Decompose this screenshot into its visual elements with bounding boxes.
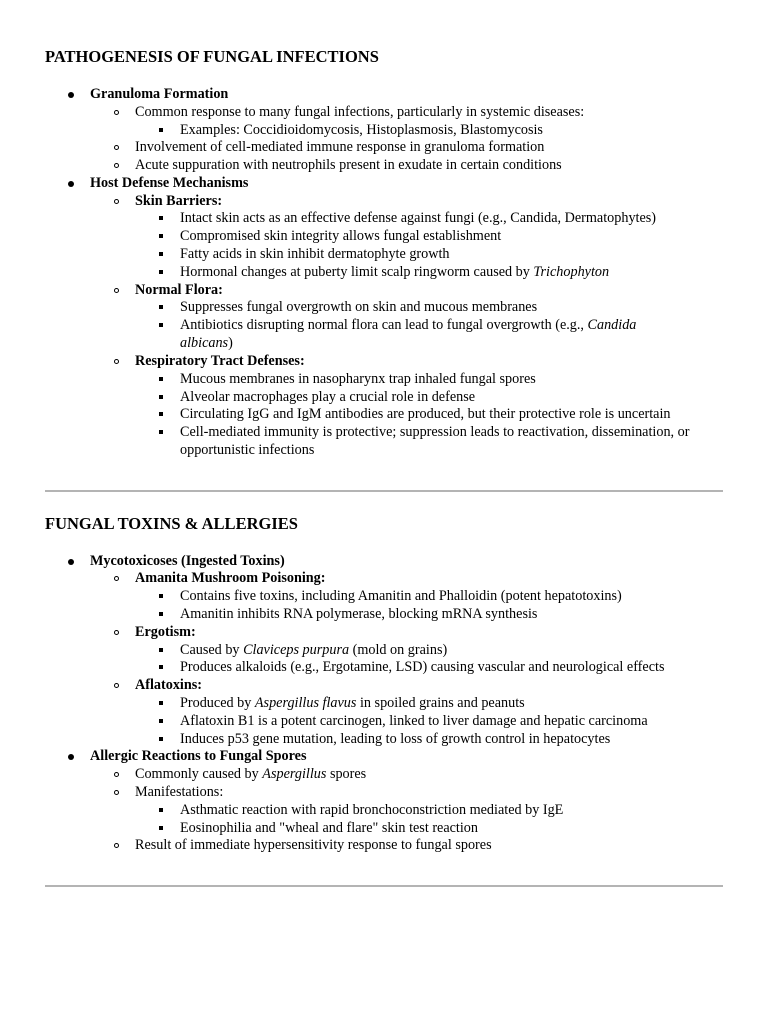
item-text: spores bbox=[326, 766, 367, 782]
bullet-level-1 bbox=[68, 754, 74, 760]
item-text: Caused by bbox=[180, 642, 244, 658]
list-item-level-3 bbox=[180, 605, 537, 623]
item-label: Allergic Reactions to Fungal Spores bbox=[90, 748, 307, 764]
list-item-level-3 bbox=[180, 819, 478, 837]
item-text: Examples: Coccidioidomycosis, Histoplasmosis, Blastomycosis bbox=[180, 122, 543, 138]
item-text: Hormonal changes at puberty limit scalp ringworm caused by bbox=[180, 264, 534, 280]
item-text: (mold on grains) bbox=[349, 642, 448, 658]
item-text: Asthmatic reaction with rapid bronchoconstriction mediated by IgE bbox=[180, 802, 564, 818]
section-divider-bottom bbox=[45, 885, 723, 887]
bullet-level-1 bbox=[68, 181, 74, 187]
item-text: ) bbox=[228, 335, 233, 351]
list-item-level-3 bbox=[180, 712, 648, 730]
list-item-level-3 bbox=[180, 658, 664, 676]
bullet-level-3 bbox=[159, 826, 163, 830]
list-item-level-2 bbox=[135, 569, 326, 587]
list-item-level-3 bbox=[180, 370, 536, 388]
bullet-level-3 bbox=[159, 395, 163, 399]
list-item-level-2 bbox=[135, 783, 223, 801]
item-label: Normal Flora: bbox=[135, 282, 223, 298]
item-text: Amanitin inhibits RNA polymerase, blocking mRNA synthesis bbox=[180, 606, 538, 622]
bullet-level-3 bbox=[159, 594, 163, 598]
bullet-level-2 bbox=[114, 576, 119, 581]
bullet-level-2 bbox=[114, 843, 119, 848]
list-item-level-3 bbox=[180, 587, 622, 605]
bullet-level-3 bbox=[159, 305, 163, 309]
list-item-level-2 bbox=[135, 352, 305, 370]
bullet-level-3 bbox=[159, 234, 163, 238]
bullet-level-3 bbox=[159, 216, 163, 220]
list-item-level-2 bbox=[135, 103, 584, 121]
italic-term: Claviceps purpura bbox=[243, 642, 350, 658]
item-text: Commonly caused by bbox=[135, 766, 263, 782]
bullet-level-3 bbox=[159, 270, 163, 274]
list-item-level-3 bbox=[180, 801, 563, 819]
item-text: Suppresses fungal overgrowth on skin and mucous membranes bbox=[180, 299, 538, 315]
section-heading-pathogenesis: PATHOGENESIS OF FUNGAL INFECTIONS bbox=[45, 47, 379, 66]
item-text: Compromised skin integrity allows fungal establishment bbox=[180, 228, 502, 244]
item-label: Host Defense Mechanisms bbox=[90, 175, 249, 191]
list-item-level-2 bbox=[135, 623, 196, 641]
list-item-level-2 bbox=[135, 156, 562, 174]
bullet-level-3 bbox=[159, 665, 163, 669]
bullet-level-3 bbox=[159, 412, 163, 416]
item-text: Eosinophilia and "wheal and flare" skin test reaction bbox=[180, 820, 478, 836]
italic-term: Trichophyton bbox=[533, 264, 610, 280]
item-text: Manifestations: bbox=[135, 784, 224, 800]
item-text: Produced by bbox=[180, 695, 255, 711]
bullet-level-2 bbox=[114, 790, 119, 795]
bullet-level-3 bbox=[159, 719, 163, 723]
item-text: Common response to many fungal infections, particularly in systemic diseases: bbox=[135, 104, 585, 120]
bullet-level-3 bbox=[159, 252, 163, 256]
item-text: Fatty acids in skin inhibit dermatophyte growth bbox=[180, 246, 450, 262]
bullet-level-3 bbox=[159, 701, 163, 705]
item-text: Mucous membranes in nasopharynx trap inhaled fungal spores bbox=[180, 371, 536, 387]
list-item-level-3 bbox=[180, 298, 537, 316]
item-label: Respiratory Tract Defenses: bbox=[135, 353, 305, 369]
list-item-level-3 bbox=[180, 209, 656, 227]
item-label: Ergotism: bbox=[135, 624, 196, 640]
item-text: Contains five toxins, including Amanitin and Phalloidin (potent hepatotoxins) bbox=[180, 588, 622, 604]
list-item-continuation bbox=[180, 334, 233, 352]
list-item-level-3 bbox=[180, 388, 475, 406]
list-item-level-3 bbox=[180, 316, 636, 334]
italic-term: albicans bbox=[180, 335, 229, 351]
item-text: opportunistic infections bbox=[180, 442, 315, 458]
item-text: Induces p53 gene mutation, leading to loss of growth control in hepatocytes bbox=[180, 731, 611, 747]
item-text: Alveolar macrophages play a crucial role in defense bbox=[180, 389, 476, 405]
bullet-level-3 bbox=[159, 808, 163, 812]
bullet-level-3 bbox=[159, 377, 163, 381]
bullet-level-3 bbox=[159, 737, 163, 741]
item-text: Involvement of cell-mediated immune response in granuloma formation bbox=[135, 139, 545, 155]
list-item-level-1 bbox=[90, 747, 306, 765]
item-text: Produces alkaloids (e.g., Ergotamine, LSD) causing vascular and neurological effects bbox=[180, 659, 665, 675]
item-text: Circulating IgG and IgM antibodies are produced, but their protective role is uncertain bbox=[180, 406, 671, 422]
bullet-level-1 bbox=[68, 92, 74, 98]
bullet-level-2 bbox=[114, 772, 119, 777]
section-divider bbox=[45, 490, 723, 492]
list-item-level-3 bbox=[180, 641, 447, 659]
item-label: Granuloma Formation bbox=[90, 86, 229, 102]
bullet-level-3 bbox=[159, 612, 163, 616]
list-item-level-1 bbox=[90, 552, 285, 570]
bullet-level-2 bbox=[114, 199, 119, 204]
item-label: Mycotoxicoses (Ingested Toxins) bbox=[90, 553, 285, 569]
bullet-level-1 bbox=[68, 559, 74, 565]
list-item-level-3 bbox=[180, 263, 609, 281]
bullet-level-3 bbox=[159, 128, 163, 132]
list-item-level-1 bbox=[90, 85, 228, 103]
bullet-level-2 bbox=[114, 163, 119, 168]
list-item-level-2 bbox=[135, 836, 492, 854]
bullet-level-3 bbox=[159, 648, 163, 652]
bullet-level-2 bbox=[114, 359, 119, 364]
list-item-level-2 bbox=[135, 676, 202, 694]
list-item-level-3 bbox=[180, 730, 610, 748]
list-item-level-3 bbox=[180, 405, 671, 423]
item-label: Amanita Mushroom Poisoning: bbox=[135, 570, 326, 586]
list-item-level-3 bbox=[180, 245, 450, 263]
list-item-level-3 bbox=[180, 227, 501, 245]
list-item-level-1 bbox=[90, 174, 248, 192]
italic-term: Aspergillus bbox=[262, 766, 327, 782]
italic-term: Aspergillus flavus bbox=[254, 695, 357, 711]
list-item-level-3 bbox=[180, 121, 543, 139]
list-item-level-2 bbox=[135, 281, 223, 299]
italic-term: Candida bbox=[587, 317, 637, 333]
bullet-level-2 bbox=[114, 630, 119, 635]
bullet-level-3 bbox=[159, 323, 163, 327]
item-text: Result of immediate hypersensitivity response to fungal spores bbox=[135, 837, 492, 853]
item-label: Aflatoxins: bbox=[135, 677, 202, 693]
item-text: Cell-mediated immunity is protective; suppression leads to reactivation, dissemination, or bbox=[180, 424, 690, 440]
item-text: in spoiled grains and peanuts bbox=[356, 695, 525, 711]
list-item-level-3 bbox=[180, 694, 525, 712]
item-text: Aflatoxin B1 is a potent carcinogen, linked to liver damage and hepatic carcinoma bbox=[180, 713, 648, 729]
list-item-continuation bbox=[180, 441, 314, 459]
list-item-level-2 bbox=[135, 765, 366, 783]
list-item-level-2 bbox=[135, 138, 544, 156]
section-heading-toxins: FUNGAL TOXINS & ALLERGIES bbox=[45, 514, 298, 533]
item-text: Antibiotics disrupting normal flora can lead to fungal overgrowth (e.g., bbox=[180, 317, 588, 333]
item-text: Intact skin acts as an effective defense against fungi (e.g., Candida, Dermatophytes) bbox=[180, 210, 657, 226]
list-item-level-2 bbox=[135, 192, 222, 210]
list-item-level-3 bbox=[180, 423, 689, 441]
item-label: Skin Barriers: bbox=[135, 193, 223, 209]
bullet-level-3 bbox=[159, 430, 163, 434]
bullet-level-2 bbox=[114, 145, 119, 150]
item-text: Acute suppuration with neutrophils present in exudate in certain conditions bbox=[135, 157, 562, 173]
bullet-level-2 bbox=[114, 110, 119, 115]
bullet-level-2 bbox=[114, 288, 119, 293]
bullet-level-2 bbox=[114, 683, 119, 688]
